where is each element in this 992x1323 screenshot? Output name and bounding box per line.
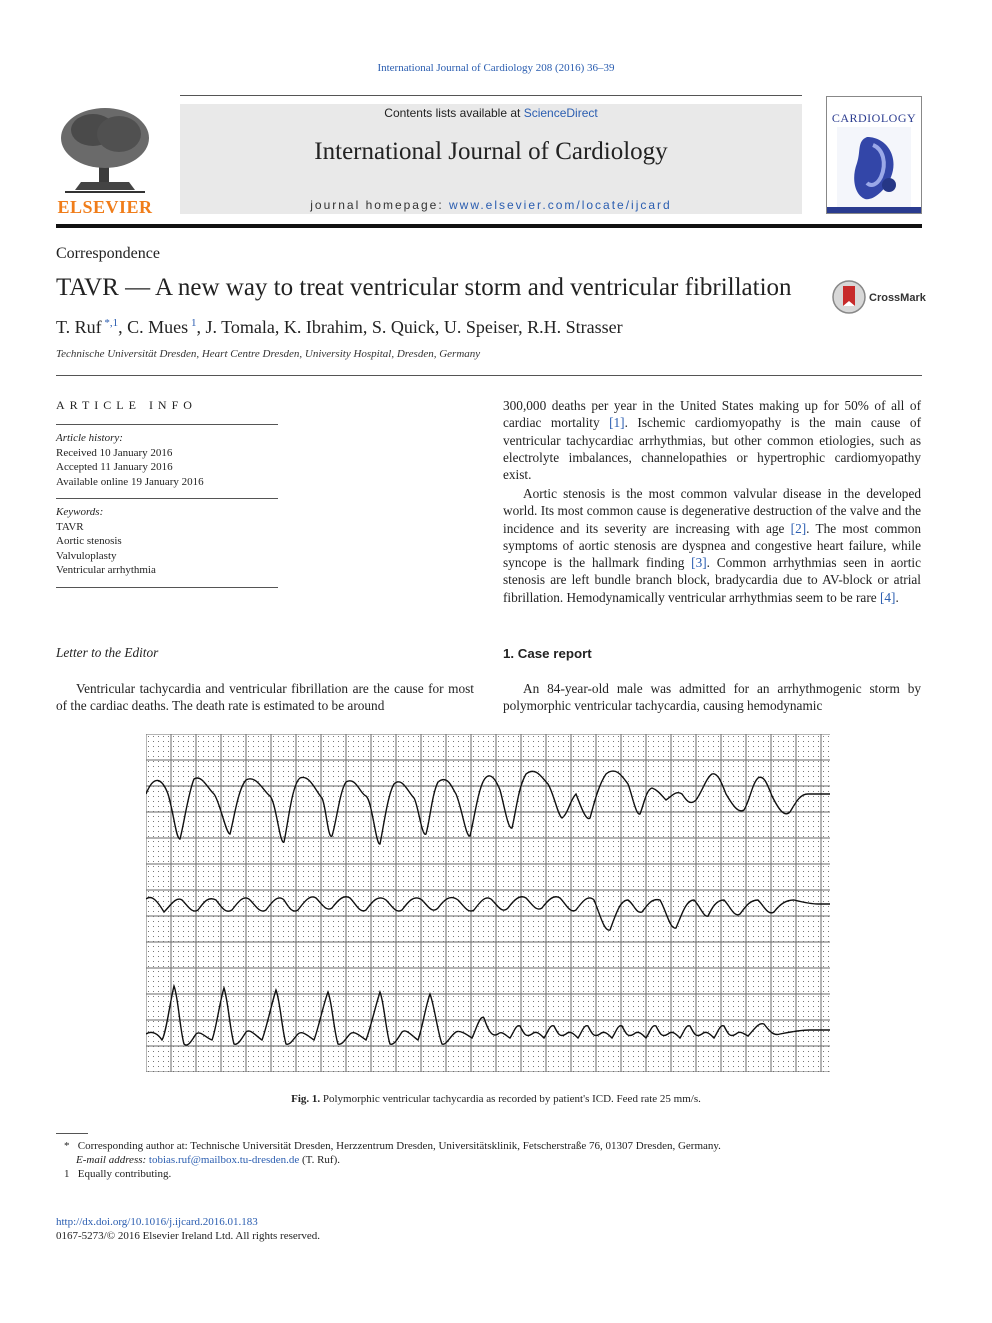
contents-line xyxy=(180,106,802,120)
author-name: S. Quick xyxy=(371,317,435,337)
journal-cover[interactable] xyxy=(826,96,922,214)
author-separator: , xyxy=(118,317,128,337)
author-name: K. Ibrahim xyxy=(283,317,363,337)
email-suffix: (T. Ruf). xyxy=(299,1154,340,1166)
reference-link-1[interactable]: [1] xyxy=(609,415,625,431)
cover-heart-image xyxy=(837,127,911,207)
right-paragraph-2 xyxy=(503,485,921,606)
received-date: Received 10 January 2016 xyxy=(56,446,173,459)
cover-title: CARDIOLOGY xyxy=(831,111,917,125)
article-info-heading: ARTICLE INFO xyxy=(56,398,197,412)
journal-title: International Journal of Cardiology xyxy=(314,138,668,165)
crossmark-icon[interactable] xyxy=(831,279,867,315)
keyword-item: Ventricular arrhythmia xyxy=(56,564,156,576)
affiliation: Technische Universität Dresden, Heart Centre Dresden, University Hospital, Dresden, Germany xyxy=(56,348,481,360)
crossmark-label[interactable]: CrossMark xyxy=(869,292,926,304)
copyright-line: 0167-5273/© 2016 Elsevier Ireland Ltd. All rights reserved. xyxy=(56,1230,321,1242)
article-title: TAVR — A new way to treat ventricular storm and ventricular fibrillation xyxy=(56,274,792,301)
accepted-date: Accepted 11 January 2016 xyxy=(56,461,173,473)
ecg-dot-grid xyxy=(146,734,830,1072)
text-run: . The most common symptoms of aortic stenosis are dyspnea and congestive heart failure, while syncope is the hallmark finding xyxy=(503,520,922,571)
masthead-top-rule xyxy=(180,95,802,96)
author-name: U. Speiser xyxy=(443,317,519,337)
case-report-paragraph: An 84-year-old male was admitted for an arrhythmogenic storm by polymorphic ventricular tachycardia, causing hemodynamic xyxy=(503,681,921,714)
ecg-figure xyxy=(146,734,830,1072)
email-label: E-mail address: xyxy=(76,1154,149,1166)
cover-bottom-band xyxy=(827,207,921,213)
author-affiliation-mark[interactable]: 1 xyxy=(188,317,197,329)
author-separator: , xyxy=(434,317,444,337)
figure-caption-text: Polymorphic ventricular tachycardia as recorded by patient's ICD. Feed rate 25 mm/s. xyxy=(320,1093,701,1105)
keywords-label: Keywords: xyxy=(56,506,104,518)
homepage-link[interactable]: www.elsevier.com/locate/ijcard xyxy=(449,198,672,212)
section-label: Correspondence xyxy=(56,245,160,262)
author-name: C. Mues xyxy=(127,317,189,337)
text-run: Aortic stenosis is the most common valvular disease in the developed world. Its most common cause is degenerative destruction of the valve and the incidence and its severity are increasing with age xyxy=(503,486,921,536)
reference-link-2[interactable]: [2] xyxy=(790,520,807,536)
footnote-star-mark: * xyxy=(64,1140,70,1152)
elsevier-tree-logo xyxy=(55,104,155,196)
online-date: Available online 19 January 2016 xyxy=(56,475,204,488)
figure-caption xyxy=(0,1093,992,1105)
left-paragraph-1: Ventricular tachycardia and ventricular fibrillation are the cause for most of the cardiac deaths. The death rate is estimated to be around xyxy=(56,681,474,714)
homepage-prefix: journal homepage: xyxy=(310,198,449,212)
text-run: . Common arrhythmias seen in aortic stenosis are left bundle branch block, bradycardia due to AV-block or atrial fibrillation. Hemodynamically ventricular arrhythmias seem to be rare xyxy=(503,555,921,605)
keyword-item: Valvuloplasty xyxy=(56,549,117,562)
right-paragraph-1 xyxy=(503,397,921,483)
author-name: J. Tomala xyxy=(205,317,275,337)
author-separator: , xyxy=(518,317,528,337)
author-affiliation-mark[interactable]: *,1 xyxy=(101,317,119,329)
case-report-heading: 1. Case report xyxy=(503,646,592,661)
letter-label: Letter to the Editor xyxy=(56,645,159,660)
history-label: Article history: xyxy=(56,432,123,444)
footnote-rule xyxy=(56,1133,88,1134)
reference-link-4[interactable]: [4] xyxy=(879,589,896,605)
figure-label: Fig. 1. xyxy=(291,1093,321,1105)
sciencedirect-link[interactable]: ScienceDirect xyxy=(523,106,598,120)
doi-link[interactable]: http://dx.doi.org/10.1016/j.ijcard.2016.01.183 xyxy=(56,1216,258,1228)
journal-homepage xyxy=(180,198,802,212)
journal-citation[interactable]: International Journal of Cardiology 208 (2016) 36–39 xyxy=(377,62,615,74)
contents-prefix: Contents lists available at xyxy=(384,106,524,120)
elsevier-wordmark: ELSEVIER xyxy=(57,197,153,217)
keyword-item: Aortic stenosis xyxy=(56,535,122,547)
text-run: . Ischemic cardiomyopathy is the main cause of ventricular tachycardiac arrhythmias, but other common etiologies, such as electrolyte imbalances, channelopathies or hypertrophic cardiomyopathy exist. xyxy=(503,415,921,483)
article-info-top-rule xyxy=(56,375,922,376)
email-link[interactable]: tobias.ruf@mailbox.tu-dresden.de xyxy=(148,1154,300,1166)
author-name: T. Ruf xyxy=(56,317,102,337)
text-run: 300,000 deaths per year in the United States making up for 50% of all of cardiac mortality xyxy=(503,398,921,431)
header-thick-rule xyxy=(56,224,922,228)
article-info-rule-1 xyxy=(56,424,278,425)
reference-link-3[interactable]: [3] xyxy=(691,555,707,571)
keywords-block xyxy=(56,505,156,578)
author-name: R.H. Strasser xyxy=(527,317,623,337)
article-info-rule-2 xyxy=(56,498,278,499)
footnotes xyxy=(56,1139,936,1181)
author-separator: , xyxy=(274,317,284,337)
article-history xyxy=(56,431,204,489)
keyword-item: TAVR xyxy=(56,520,84,533)
author-separator: , xyxy=(362,317,372,337)
author-separator: , xyxy=(196,317,206,337)
author-list xyxy=(56,317,623,338)
corresponding-author-note: Corresponding author at: Technische Universität Dresden, Herzzentrum Dresden, Universitätsklinik, Fetscherstraße 76, 01307 Dresden, Germany. xyxy=(77,1140,721,1152)
footnote-one-mark: 1 xyxy=(64,1168,70,1180)
equal-contribution-note: Equally contributing. xyxy=(77,1168,172,1180)
text-run: . xyxy=(895,589,899,605)
article-info-rule-3 xyxy=(56,587,278,588)
